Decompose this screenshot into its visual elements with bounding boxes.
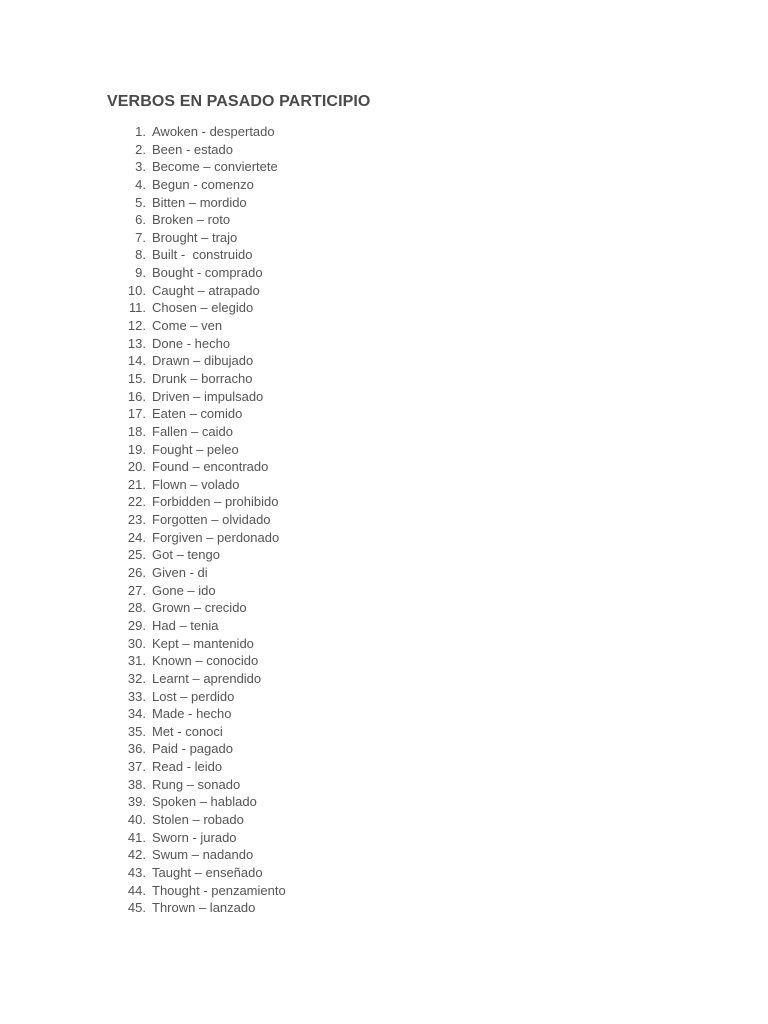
list-item-number: 31.	[127, 653, 146, 669]
list-item-number: 28.	[127, 600, 146, 616]
list-item-text: Rung – sonado	[152, 776, 241, 792]
list-item-number: 27.	[127, 582, 146, 598]
list-item-number: 32.	[127, 670, 146, 686]
list-item-number: 45.	[127, 900, 146, 916]
list-item-text: Met - conoci	[152, 723, 223, 739]
list-item-number: 10.	[127, 282, 146, 298]
list-item-number: 23.	[127, 512, 146, 528]
list-item-text: Come – ven	[152, 318, 223, 334]
list-item-number: 16.	[127, 388, 146, 404]
list-item-text: Fought – peleo	[152, 441, 239, 457]
list-item-text: Forgiven – perdonado	[152, 529, 280, 545]
list-item-text: Built - construido	[152, 247, 253, 263]
list-item-number: 37.	[127, 759, 146, 775]
list-item-number: 21.	[127, 476, 146, 492]
list-item-text: Forgotten – olvidado	[152, 512, 271, 528]
list-item-number: 43.	[127, 864, 146, 880]
list-item-number: 12.	[127, 318, 146, 334]
list-item-number: 19.	[127, 441, 146, 457]
list-item-number: 42.	[127, 847, 146, 863]
list-item-number: 38.	[127, 776, 146, 792]
list-item-text: Eaten – comido	[152, 406, 243, 422]
list-item-number: 30.	[127, 635, 146, 651]
list-item-text: Driven – impulsado	[152, 388, 264, 404]
list-item-text: Lost – perdido	[152, 688, 235, 704]
list-item-number: 20.	[127, 459, 146, 475]
list-item-text: Awoken - despertado	[152, 124, 275, 139]
document-title: VERBOS EN PASADO PARTICIPIO	[107, 93, 371, 110]
list-item-number: 2.	[135, 141, 146, 157]
list-item-number: 8.	[135, 247, 146, 263]
list-item-number: 41.	[127, 829, 146, 845]
list-item-text: Caught – atrapado	[152, 282, 260, 298]
list-item-text: Paid - pagado	[152, 741, 233, 757]
list-item-number: 24.	[127, 529, 146, 545]
list-item-text: Brought – trajo	[152, 229, 238, 245]
list-item-text: Thrown – lanzado	[152, 900, 256, 916]
list-item-text: Drunk – borracho	[152, 370, 253, 386]
list-item-text: Flown – volado	[152, 476, 240, 492]
list-item-number: 39.	[127, 794, 146, 810]
list-item-number: 6.	[135, 212, 146, 228]
list-item-text: Made - hecho	[152, 706, 232, 722]
list-item-text: Gone – ido	[152, 582, 216, 598]
list-item-text: Learnt – aprendido	[152, 670, 262, 686]
list-item-number: 11.	[128, 300, 146, 316]
list-item-text: Chosen – elegido	[152, 300, 254, 316]
list-item-number: 29.	[127, 617, 146, 633]
list-item-number: 34.	[127, 706, 146, 722]
list-item-number: 22.	[127, 494, 146, 510]
list-item-text: Done - hecho	[152, 335, 231, 351]
list-item-number: 36.	[127, 741, 146, 757]
list-item-text: Taught – enseñado	[152, 864, 263, 880]
list-item-text: Found – encontrado	[152, 459, 269, 475]
list-item-text: Given - di	[152, 565, 208, 581]
list-item-text: Kept – mantenido	[152, 635, 254, 651]
list-item-text: Known – conocido	[152, 653, 259, 669]
list-item-text: Been - estado	[152, 141, 233, 157]
list-item-text: Got – tengo	[152, 547, 220, 563]
list-item-text: Begun - comenzo	[152, 176, 254, 192]
list-item-text: Swum – nadando	[152, 847, 254, 863]
list-item-number: 5.	[135, 194, 146, 210]
list-item-text: Stolen – robado	[152, 811, 244, 827]
list-item-text: Had – tenia	[152, 617, 219, 633]
list-item-text: Drawn – dibujado	[152, 353, 254, 369]
list-item-number: 44.	[127, 882, 146, 898]
list-item-text: Thought - penzamiento	[152, 882, 286, 898]
list-item-number: 35.	[127, 723, 146, 739]
list-item-number: 15.	[127, 370, 146, 386]
list-item-text: Sworn - jurado	[152, 829, 237, 845]
list-item-number: 33.	[127, 688, 146, 704]
list-item-text: Grown – crecido	[152, 600, 247, 616]
list-item-text: Broken – roto	[152, 212, 231, 228]
list-item-number: 3.	[135, 159, 146, 175]
list-item-number: 40.	[127, 811, 146, 827]
list-item-number: 14.	[127, 353, 146, 369]
list-item-number: 9.	[135, 265, 146, 281]
list-item-text: Forbidden – prohibido	[152, 494, 279, 510]
list-item-text: Fallen – caido	[152, 423, 233, 439]
list-item-number: 26.	[127, 565, 146, 581]
list-item-text: Read - leido	[152, 759, 223, 775]
list-item-text: Bitten – mordido	[152, 194, 247, 210]
list-item-text: Bought - comprado	[152, 265, 263, 281]
document	[107, 91, 707, 916]
list-item-number: 1.	[135, 124, 146, 139]
list-item-text: Become – conviertete	[152, 159, 278, 175]
list-item-text: Spoken – hablado	[152, 794, 257, 810]
list-item-number: 7.	[135, 229, 146, 245]
list-item-number: 25.	[127, 547, 146, 563]
list-item-number: 13.	[127, 335, 146, 351]
list-item-number: 4.	[135, 176, 146, 192]
list-item-number: 17.	[127, 406, 146, 422]
list-item-number: 18.	[127, 423, 146, 439]
